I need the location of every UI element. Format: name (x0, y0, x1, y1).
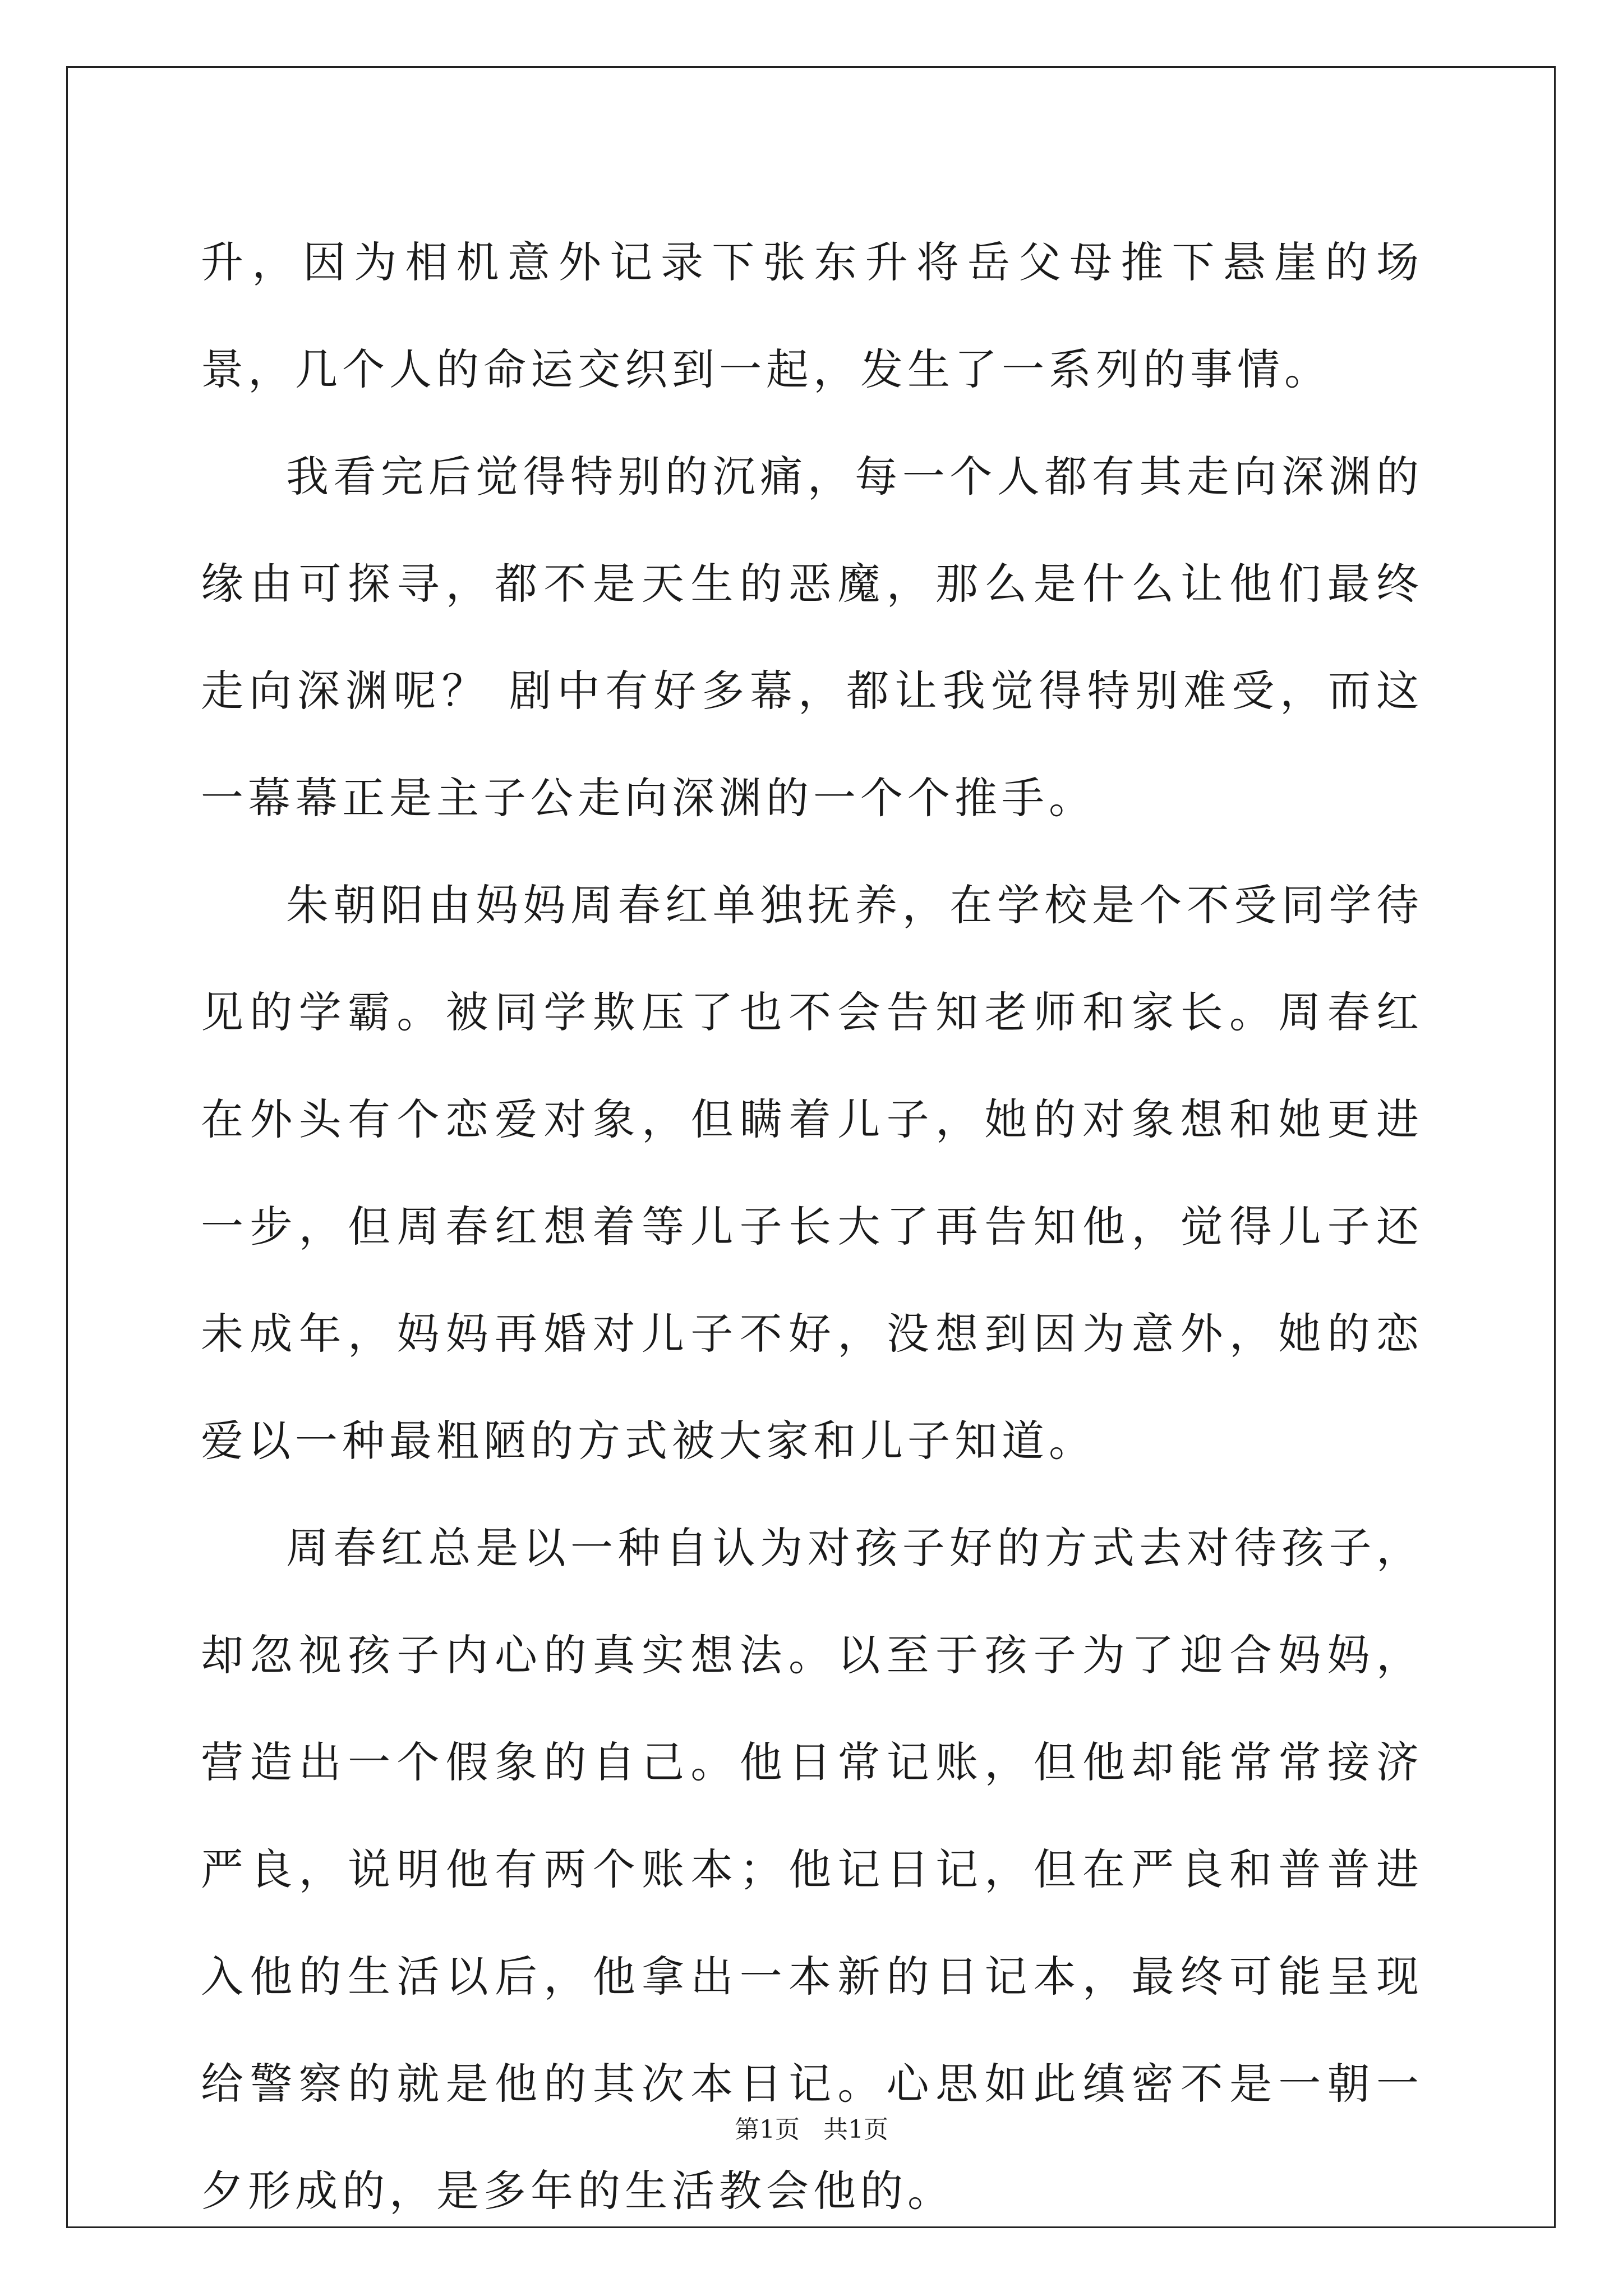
document-body (201, 209, 1423, 2244)
paragraph-2: 我看完后觉得特别的沉痛，每一个人都有其走向深渊的缘由可探寻，都不是天生的恶魔，那么是什么让他们最终走向深渊呢？ 剧中有好多幕，都让我觉得特别难受，而这一幕幕正是主子公走向深渊的一个个推手。 (201, 452, 1423, 823)
paragraph-4: 周春红总是以一种自认为对孩子好的方式去对待孩子，却忽视孩子内心的真实想法。以至于孩子为了迎合妈妈，营造出一个假象的自己。他日常记账，但他却能常常接济严良，说明他有两个账本；他记日记，但在严良和普普进入他的生活以后，他拿出一本新的日记本，最终可能呈现给警察的就是他的其次本日记。心思如此缜密不是一朝一夕形成的，是多年的生活教会他的。 (201, 1523, 1423, 2216)
paragraph-3: 朱朝阳由妈妈周春红单独抚养，在学校是个不受同学待见的学霸。被同学欺压了也不会告知老师和家长。周春红在外头有个恋爱对象，但瞒着儿子，她的对象想和她更进一步，但周春红想着等儿子长大了再告知他，觉得儿子还未成年，妈妈再婚对儿子不好，没想到因为意外，她的恋爱以一种最粗陋的方式被大家和儿子知道。 (201, 880, 1423, 1466)
page-number-footer: 第1页 共1页 (735, 2115, 888, 2144)
paragraph-1: 升，因为相机意外记录下张东升将岳父母推下悬崖的场景，几个人的命运交织到一起，发生了一系列的事情。 (201, 237, 1423, 394)
